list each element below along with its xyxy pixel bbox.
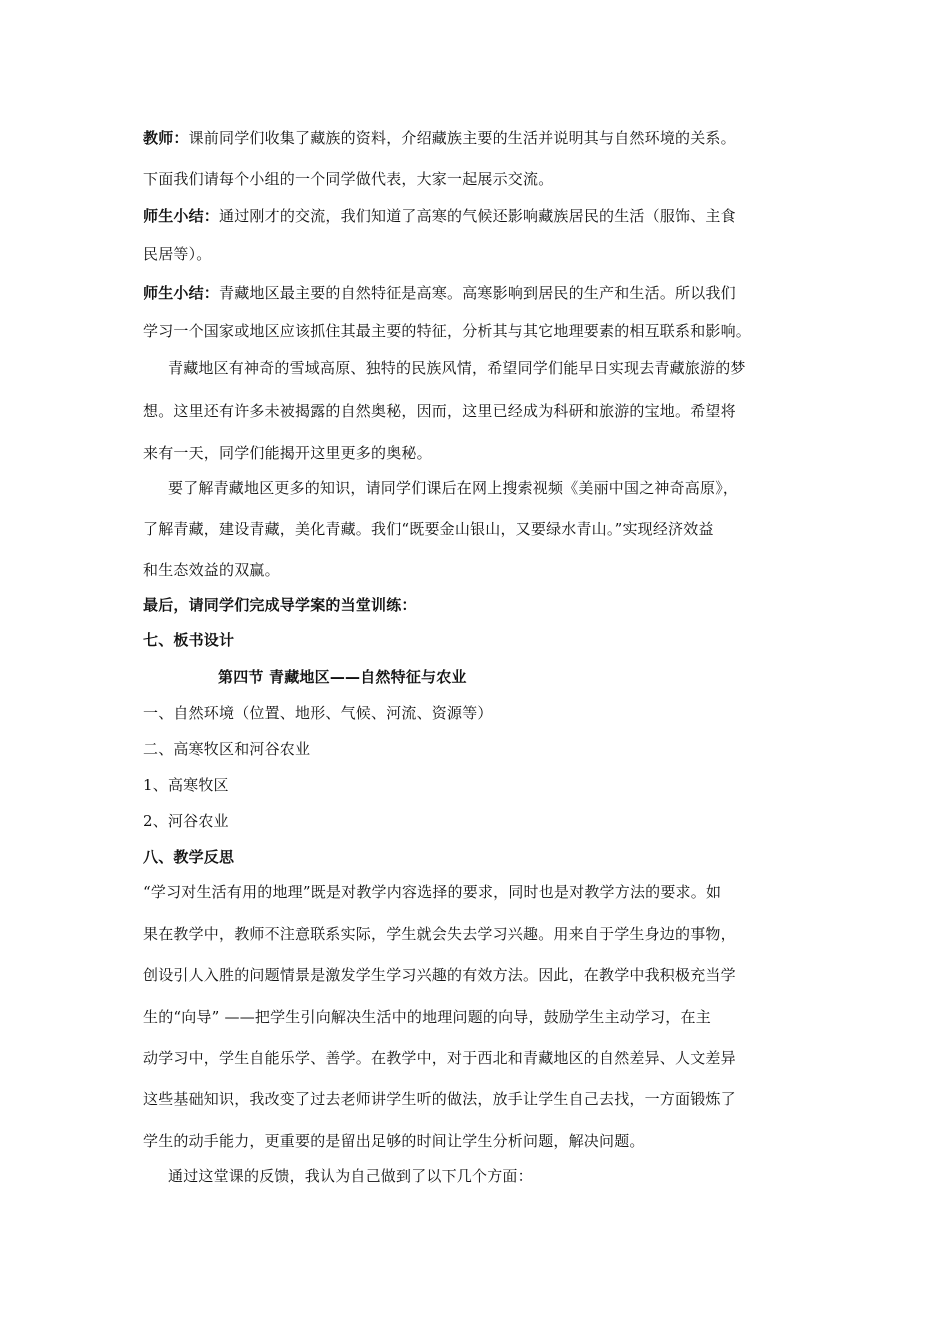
line-text: 2、河谷农业	[143, 812, 229, 830]
line-text: 这些基础知识，我改变了过去老师讲学生听的做法，放手让学生自己去找，一方面锻炼了	[143, 1090, 736, 1108]
board-title	[218, 667, 888, 687]
section-eight-title: 八、教学反思	[143, 848, 235, 866]
paragraph-line	[143, 443, 813, 463]
paragraph-line	[143, 321, 813, 341]
paragraph-line	[168, 1166, 838, 1186]
line-text: 青藏地区有神奇的雪域高原、独特的民族风情，希望同学们能早日实现去青藏旅游的梦	[168, 359, 746, 377]
outline-item	[143, 775, 813, 795]
paragraph-line	[143, 128, 813, 148]
line-text: 动学习中，学生自能乐学、善学。在教学中，对于西北和青藏地区的自然差异、人文差异	[143, 1049, 736, 1067]
outline-item	[143, 739, 813, 759]
paragraph-line	[143, 283, 813, 303]
line-text: 要了解青藏地区更多的知识，请同学们课后在网上搜索视频《美丽中国之神奇高原》，	[168, 479, 739, 497]
line-text: 学生的动手能力，更重要的是留出足够的时间让学生分析问题，解决问题。	[143, 1132, 645, 1150]
line-text: 学习一个国家或地区应该抓住其最主要的特征，分析其与其它地理要素的相互联系和影响。	[143, 322, 752, 340]
section-heading	[143, 630, 813, 650]
line-text: 青藏地区最主要的自然特征是高寒。高寒影响到居民的生产和生活。所以我们	[219, 284, 736, 302]
paragraph-line	[143, 244, 813, 264]
line-text: 了解青藏，建设青藏，美化青藏。我们“既要金山银山，又要绿水青山。”实现经济效益	[143, 520, 714, 538]
section-heading	[143, 847, 813, 867]
line-text: 民居等）。	[143, 245, 212, 263]
paragraph-line	[143, 1131, 813, 1151]
speaker-label: 教师：	[143, 129, 189, 147]
paragraph-line	[143, 882, 813, 902]
paragraph-line	[143, 519, 813, 539]
paragraph-line	[143, 1048, 813, 1068]
line-text: 课前同学们收集了藏族的资料，介绍藏族主要的生活并说明其与自然环境的关系。	[188, 129, 736, 147]
line-text: 二、高寒牧区和河谷农业	[143, 740, 311, 758]
paragraph-line	[143, 169, 813, 189]
line-text: 想。这里还有许多未被揭露的自然奥秘，因而，这里已经成为科研和旅游的宝地。希望将	[143, 402, 736, 420]
outline-item	[143, 703, 813, 723]
summary-label: 师生小结：	[143, 207, 220, 225]
paragraph-line	[143, 924, 813, 944]
paragraph-line	[168, 478, 838, 498]
paragraph-line	[143, 560, 813, 580]
outline-item	[143, 811, 813, 831]
line-text: 一、自然环境（位置、地形、气候、河流、资源等）	[143, 704, 493, 722]
line-text: 下面我们请每个小组的一个同学做代表，大家一起展示交流。	[143, 170, 554, 188]
paragraph-line	[168, 358, 838, 378]
summary-label: 师生小结：	[143, 284, 220, 302]
paragraph-line	[143, 965, 813, 985]
line-text: 果在教学中，教师不注意联系实际，学生就会失去学习兴趣。用来自于学生身边的事物，	[143, 925, 736, 943]
paragraph-line	[143, 1007, 813, 1027]
paragraph-line	[143, 206, 813, 226]
line-text: 通过这堂课的反馈，我认为自己做到了以下几个方面：	[168, 1167, 533, 1185]
section-seven-title: 七、板书设计	[143, 631, 235, 649]
line-text: 来有一天，同学们能揭开这里更多的奥秘。	[143, 444, 432, 462]
line-text: 生的“向导” ——把学生引向解决生活中的地理问题的向导，鼓励学生主动学习，在主	[143, 1008, 711, 1026]
line-text: 创设引人入胜的问题情景是激发学生学习兴趣的有效方法。因此，在教学中我积极充当学	[143, 966, 736, 984]
line-text: 1、高寒牧区	[143, 776, 229, 794]
instruction-heading: 最后，请同学们完成导学案的当堂训练：	[143, 596, 417, 614]
board-title-text: 第四节 青藏地区——自然特征与农业	[218, 668, 467, 686]
instruction-line	[143, 595, 813, 615]
paragraph-line	[143, 401, 813, 421]
line-text: “学习对生活有用的地理”既是对教学内容选择的要求，同时也是对教学方法的要求。如	[143, 883, 722, 901]
line-text: 和生态效益的双赢。	[143, 561, 280, 579]
line-text: 通过刚才的交流，我们知道了高寒的气候还影响藏族居民的生活（服饰、主食	[219, 207, 736, 225]
paragraph-line	[143, 1089, 813, 1109]
